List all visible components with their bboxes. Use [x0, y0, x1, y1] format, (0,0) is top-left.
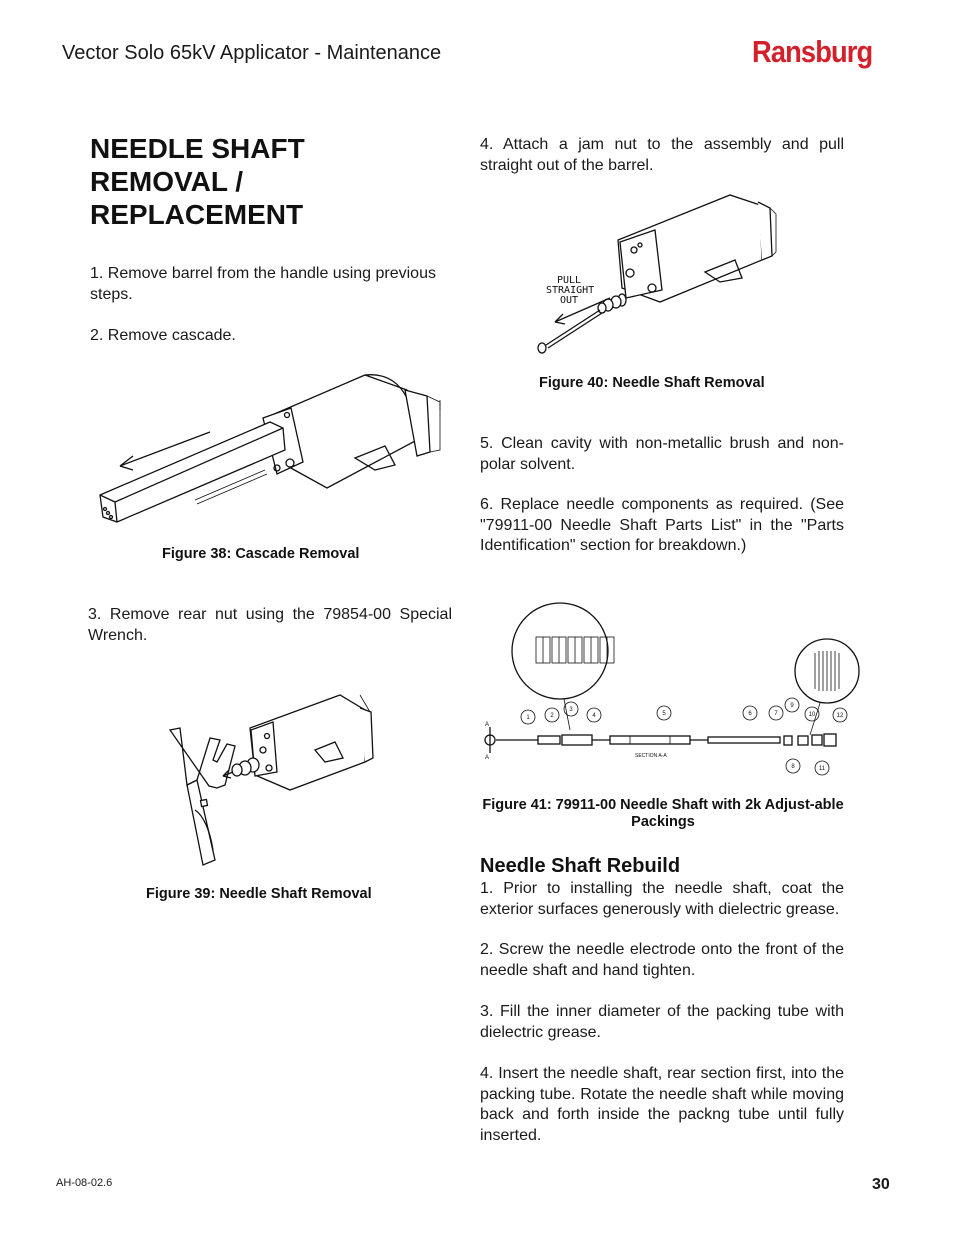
pull-label-line-1: PULL: [557, 275, 582, 286]
section-mark-top: A: [485, 722, 490, 728]
callout-7: 7: [774, 711, 778, 717]
step-5-text: 5. Clean cavity with non-metallic brush and non-polar solvent.: [480, 435, 844, 473]
page-number: 30: [872, 1176, 890, 1193]
step-2-text: 2. Remove cascade.: [90, 327, 236, 344]
section-label: SECTION A-A: [635, 753, 667, 759]
callout-5: 5: [662, 711, 666, 717]
figure-39-caption: Figure 39: Needle Shaft Removal: [146, 886, 372, 902]
step-3-text: 3. Remove rear nut using the 79854-00 Special Wrench.: [88, 606, 452, 644]
figure-38-illustration: [95, 370, 445, 530]
callout-6: 6: [748, 711, 752, 717]
figure-40-caption: Figure 40: Needle Shaft Removal: [539, 375, 765, 391]
figure-41-illustration: [480, 605, 865, 785]
section-title: NEEDLE SHAFT REMOVAL / REPLACEMENT: [90, 133, 305, 230]
step-1-text: 1. Remove barrel from the handle using previous steps.: [90, 265, 436, 303]
figure-40-illustration: [530, 190, 790, 360]
callout-1: 1: [526, 715, 530, 721]
callout-11: 11: [818, 766, 826, 772]
figure-38-caption: Figure 38: Cascade Removal: [162, 546, 360, 562]
rebuild-step-1: 1. Prior to installing the needle shaft, coat the exterior surfaces generously with dielectric grease.: [480, 880, 844, 918]
figure-39-illustration: [155, 690, 375, 870]
rebuild-step-2: 2. Screw the needle electrode onto the front of the needle shaft and hand tighten.: [480, 941, 844, 979]
figure-41-caption: Figure 41: 79911-00 Needle Shaft with 2k Adjust-able Packings: [482, 797, 844, 830]
document-header-title: Vector Solo 65kV Applicator - Maintenance: [62, 42, 442, 64]
step-6-text: 6. Replace needle components as required. (See "79911-00 Needle Shaft Parts List" in the "Parts Identification" section for breakdown.): [480, 496, 844, 554]
rebuild-step-3: 3. Fill the inner diameter of the packing tube with dielectric grease.: [480, 1003, 844, 1041]
rebuild-heading: Needle Shaft Rebuild: [480, 855, 681, 877]
callout-2: 2: [550, 713, 554, 719]
callout-8: 8: [791, 764, 795, 770]
step-4-text: 4. Attach a jam nut to the assembly and pull straight out of the barrel.: [480, 136, 844, 174]
section-mark-bottom: A: [485, 755, 490, 761]
callout-9: 9: [790, 703, 794, 709]
pull-label-line-3: OUT: [560, 295, 579, 306]
rebuild-step-4: 4. Insert the needle shaft, rear section first, into the packing tube. Rotate the needle shaft while moving back and forth inside the packng tube until fully inserted.: [480, 1065, 844, 1144]
callout-3: 3: [569, 707, 573, 713]
callout-4: 4: [592, 713, 596, 719]
document-code: AH-08-02.6: [56, 1177, 113, 1189]
callout-12: 12: [836, 713, 844, 719]
brand-logo: Ransburg: [752, 34, 873, 69]
callout-10: 10: [808, 712, 816, 718]
pull-label-line-2: STRAIGHT: [546, 285, 595, 296]
